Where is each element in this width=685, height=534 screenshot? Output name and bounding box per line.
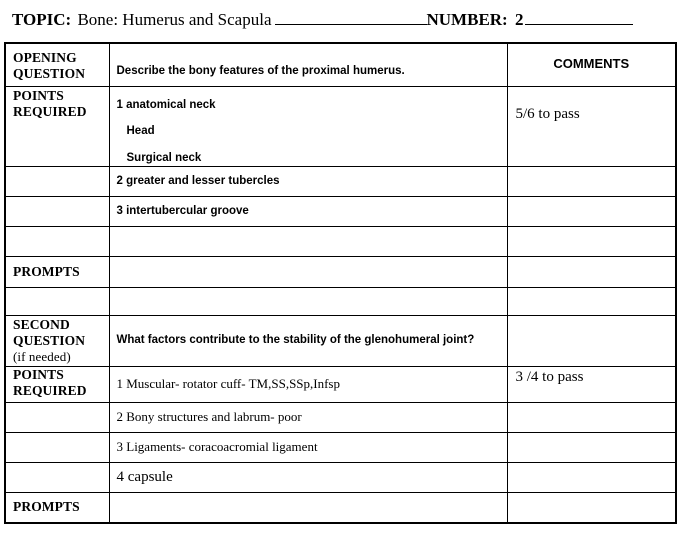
prompts-label: PROMPTS [13, 263, 80, 279]
topic-underline [275, 8, 427, 25]
table-row [5, 86, 676, 166]
point-item: 2 greater and lesser tubercles [116, 175, 280, 187]
empty-cell [109, 287, 507, 315]
points-cell [109, 462, 507, 492]
empty-cell [5, 432, 109, 462]
number-value: 2 [514, 10, 524, 29]
if-needed-label: (if needed) [13, 348, 71, 364]
table-row [5, 43, 676, 86]
point-item: 1 Muscular- rotator cuff- TM,SS,SSp,Infsp [116, 376, 340, 391]
empty-cell [109, 226, 507, 256]
table-row [5, 492, 676, 523]
comment-cell [507, 315, 676, 366]
second-question-cell [109, 315, 507, 366]
table-row [5, 166, 676, 196]
comment-cell [507, 462, 676, 492]
table-row [5, 287, 676, 315]
comments-header-cell [507, 43, 676, 86]
points-cell [109, 196, 507, 226]
comments-header: COMMENTS [553, 56, 630, 71]
table-row [5, 402, 676, 432]
comment-cell [507, 432, 676, 462]
empty-cell [5, 226, 109, 256]
question-label: QUESTION [13, 332, 86, 348]
comment-cell [507, 86, 676, 166]
points-label: POINTS [13, 366, 64, 382]
required-label: REQUIRED [13, 382, 87, 398]
point-item: 3 intertubercular groove [116, 205, 249, 217]
point-item: 2 Bony structures and labrum- poor [116, 409, 302, 424]
pass-comment: 3 /4 to pass [515, 368, 584, 385]
points-label-cell [5, 86, 109, 166]
points-cell [109, 366, 507, 402]
opening-question: Describe the bony features of the proximal humerus. [116, 65, 405, 78]
points-cell [109, 402, 507, 432]
comment-cell [507, 196, 676, 226]
comment-cell [507, 402, 676, 432]
empty-cell [507, 492, 676, 523]
empty-cell [5, 462, 109, 492]
point-item: 1 anatomical neck [116, 98, 216, 111]
point-subitem: Head [126, 124, 155, 137]
second-question: What factors contribute to the stability of the glenohumeral joint? [116, 334, 475, 346]
opening-label: OPENING [13, 50, 77, 65]
point-subitem: Surgical neck [126, 151, 202, 164]
empty-cell [5, 287, 109, 315]
empty-cell [109, 256, 507, 287]
table-row [5, 226, 676, 256]
pass-comment: 5/6 to pass [515, 105, 580, 122]
topic-label: TOPIC: [12, 10, 72, 29]
points-cell [109, 86, 507, 166]
empty-cell [5, 166, 109, 196]
points-cell [109, 432, 507, 462]
table-row [5, 366, 676, 402]
prompts-label: PROMPTS [13, 499, 80, 515]
table-row [5, 462, 676, 492]
comment-cell [507, 366, 676, 402]
points-cell [109, 166, 507, 196]
second-label: SECOND [13, 316, 70, 332]
point-item: 4 capsule [116, 468, 173, 485]
opening-label-cell [5, 43, 109, 86]
empty-cell [109, 492, 507, 523]
table-row [5, 432, 676, 462]
prompts-label-cell [5, 492, 109, 523]
question-label: QUESTION [13, 66, 86, 81]
comment-cell [507, 166, 676, 196]
table-row [5, 256, 676, 287]
opening-question-cell [109, 43, 507, 86]
topic-value: Bone: Humerus and Scapula [77, 10, 272, 29]
number-underline [525, 8, 633, 25]
table-row [5, 315, 676, 366]
table-row [5, 196, 676, 226]
empty-cell [507, 226, 676, 256]
exam-table [4, 42, 677, 524]
points-label-cell [5, 366, 109, 402]
form-header [12, 8, 672, 32]
prompts-label-cell [5, 256, 109, 287]
empty-cell [507, 287, 676, 315]
point-item: 3 Ligaments- coracoacromial ligament [116, 439, 318, 454]
required-label: REQUIRED [13, 103, 87, 119]
points-label: POINTS [13, 87, 64, 103]
empty-cell [5, 402, 109, 432]
empty-cell [5, 196, 109, 226]
empty-cell [507, 256, 676, 287]
number-label: NUMBER: [426, 10, 508, 29]
second-label-cell [5, 315, 109, 366]
